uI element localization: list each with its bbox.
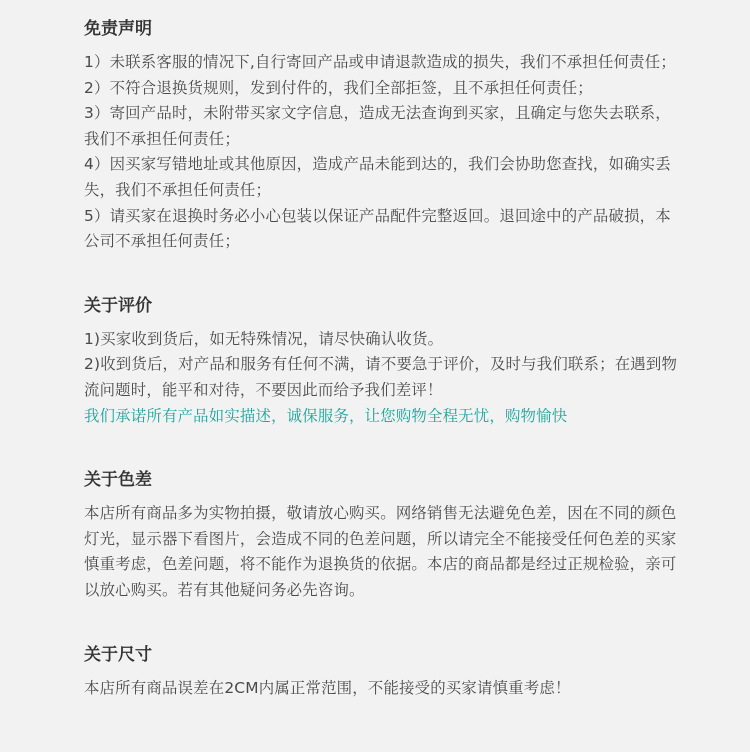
disclaimer-item: 5）请买家在退换时务必小心包装以保证产品配件完整返回。退回途中的产品破损，本公司不承担任何责任； (84, 206, 671, 251)
review-heading: 关于评价 (84, 295, 152, 316)
color-diff-text: 本店所有商品多为实物拍摄，敬请放心购买。网络销售无法避免色差，因在不同的颜色灯光，显示器下看图片，会造成不同的色差问题，所以请完全不能接受任何色差的买家慎重考虑，色差问题，将不能作为退换货的依据。本店的商品都是经过正规检验，亲可以放心购买。若有其他疑问务必先咨询。 (84, 504, 677, 599)
color-diff-heading: 关于色差 (84, 470, 152, 491)
disclaimer-heading: 免责声明 (84, 19, 152, 39)
section-spacer (84, 429, 680, 465)
disclaimer-item: 1）未联系客服的情况下,自行寄回产品或申请退款造成的损失，我们不承担任何责任； (84, 53, 676, 71)
size-text: 本店所有商品误差在2CM内属正常范围，不能接受的买家请慎重考虑！ (84, 678, 571, 697)
disclaimer-item: 3）寄回产品时，未附带买家文字信息，造成无法查询到买家，且确定与您失去联系，我们不承担任何责任； (84, 104, 671, 148)
disclaimer-item: 4）因买家写错地址或其他原因，造成产品未能到达的，我们会协助您查找，如确实丢失，我们不承担任何责任； (84, 155, 671, 199)
review-item: 1)买家收到货后，如无特殊情况，请尽快确认收货。 (84, 329, 444, 348)
section-spacer (84, 604, 680, 640)
review-promise: 我们承诺所有产品如实描述，诚保服务，让您购物全程无忧，购物愉快 (84, 406, 568, 425)
color-diff-section (84, 465, 680, 603)
disclaimer-item: 2）不符合退换货规则，发到付件的，我们全部拒签，且不承担任何责任； (84, 78, 593, 97)
size-heading: 关于尺寸 (84, 644, 152, 665)
section-spacer (84, 255, 680, 291)
review-item: 2)收到货后，对产品和服务有任何不满，请不要急于评价，及时与我们联系；在遇到物流问题时，能平和对待，不要因此而给予我们差评！ (84, 355, 678, 399)
size-section (84, 640, 680, 702)
disclaimer-section (84, 14, 680, 255)
review-section (84, 291, 680, 429)
